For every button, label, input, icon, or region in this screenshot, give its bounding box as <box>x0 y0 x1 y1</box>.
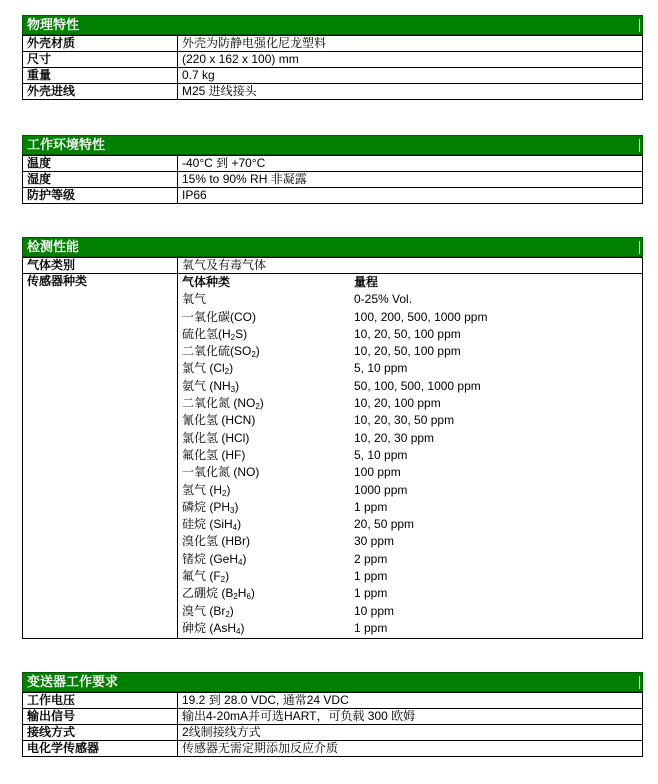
environment-table <box>22 155 643 204</box>
table-row <box>23 258 643 274</box>
row-label: 接线方式 <box>23 725 178 741</box>
table-row <box>23 36 643 52</box>
gas-range: 1000 ppm <box>354 482 408 497</box>
gas-range: 1 ppm <box>354 499 388 514</box>
sensor-row <box>182 464 638 481</box>
sensor-row <box>182 447 638 464</box>
gas-name: 氢气 $(H_2)$ <box>182 482 231 498</box>
table-row <box>23 725 643 741</box>
sensor-grid <box>182 274 638 637</box>
sensor-row <box>182 360 638 377</box>
transmitter-table <box>22 692 643 757</box>
row-label: 工作电压 <box>23 693 178 709</box>
table-row <box>23 156 643 172</box>
gas-range: 5, 10 ppm <box>354 361 408 376</box>
gas-name: 一氧化氮 (NO) <box>182 465 260 480</box>
gas-name: 二氧化氮 $(NO_2)$ <box>182 396 264 412</box>
gas-range: 10, 20, 30, 50 ppm <box>354 413 455 428</box>
sensor-row <box>182 499 638 516</box>
row-value: 氧气及有毒气体 <box>178 258 643 274</box>
table-row <box>23 84 643 100</box>
row-value: (220 x 162 x 100) mm <box>178 52 643 68</box>
row-label: 尺寸 <box>23 52 178 68</box>
gas-name: 溴化氢 (HBr) <box>182 534 250 549</box>
row-value: 15% to 90% RH 非凝露 <box>178 172 643 188</box>
sensor-row <box>182 343 638 360</box>
sensor-row <box>182 603 638 620</box>
row-value: 19.2 到 28.0 VDC, 通常24 VDC <box>178 693 643 709</box>
section-header: 工作环境特性 <box>22 135 643 155</box>
gas-name: 乙硼烷 $(B_2H_6)$ <box>182 586 255 602</box>
row-label: 输出信号 <box>23 709 178 725</box>
gas-range: 100 ppm <box>354 465 401 480</box>
row-label: 外壳进线 <box>23 84 178 100</box>
gas-name: 硅烷 (SiH$_4$) <box>182 517 242 533</box>
gas-range: 0-25% Vol. <box>354 292 413 307</box>
gas-name: 一氧化碳(CO) <box>182 309 256 324</box>
gas-name: 磷烷 $(PH_3)$ <box>182 499 239 515</box>
gas-name: 锗烷 (GeH$_4$) <box>182 551 247 567</box>
range-column-header: 量程 <box>354 275 379 289</box>
sensor-list-cell <box>178 274 643 639</box>
sensor-row <box>182 326 638 343</box>
table-row <box>23 741 643 757</box>
gas-name: 氟气 $(F_2)$ <box>182 569 230 585</box>
sensor-row <box>182 291 638 308</box>
table-row <box>23 274 643 639</box>
sensor-row <box>182 482 638 499</box>
gas-column-header: 气体种类 <box>182 275 231 289</box>
row-label: 重量 <box>23 68 178 84</box>
table-row <box>23 709 643 725</box>
gas-name: 砷烷 (AsH$_4$) <box>182 620 245 636</box>
gas-range: 10, 20, 100 ppm <box>354 396 441 411</box>
sensor-row <box>182 395 638 412</box>
sensor-row <box>182 620 638 637</box>
gas-range: 50, 100, 500, 1000 ppm <box>354 378 481 393</box>
row-label: 传感器种类 <box>23 274 178 639</box>
row-label: 防护等级 <box>23 188 178 204</box>
gas-name: 溴气 $(Br_2)$ <box>182 603 234 619</box>
gas-range: 100, 200, 500, 1000 ppm <box>354 309 488 324</box>
gas-range: 10 ppm <box>354 603 395 618</box>
row-value: 外壳为防静电强化尼龙塑料 <box>178 36 643 52</box>
detection-table <box>22 257 643 639</box>
table-row <box>23 68 643 84</box>
gas-name: 氧气 <box>182 292 207 307</box>
sensor-row <box>182 516 638 533</box>
row-label: 电化学传感器 <box>23 741 178 757</box>
section-header: 物理特性 <box>22 15 643 35</box>
row-value: M25 进线接头 <box>178 84 643 100</box>
section-header: 变送器工作要求 <box>22 672 643 692</box>
gas-name: 氯气 $(Cl_2)$ <box>182 361 234 377</box>
gas-range: 20, 50 ppm <box>354 517 415 532</box>
gas-name: 氨气 $(NH_3)$ <box>182 378 240 394</box>
gas-range: 30 ppm <box>354 534 395 549</box>
detection-section <box>22 237 643 639</box>
row-value: 2线制接线方式 <box>178 725 643 741</box>
gas-name: 氰化氢 (HCN) <box>182 413 256 428</box>
gas-range: 1 ppm <box>354 620 388 635</box>
sensor-row <box>182 585 638 602</box>
row-value: -40°C 到 +70°C <box>178 156 643 172</box>
table-row <box>23 172 643 188</box>
physical-section <box>22 15 643 100</box>
gas-range: 2 ppm <box>354 551 388 566</box>
table-row <box>23 52 643 68</box>
gas-name: 硫化氢$(H_2S)$ <box>182 326 248 342</box>
gas-range: 5, 10 ppm <box>354 447 408 462</box>
sensor-row <box>182 568 638 585</box>
row-value: IP66 <box>178 188 643 204</box>
gas-range: 10, 20, 30 ppm <box>354 430 435 445</box>
gas-range: 1 ppm <box>354 586 388 601</box>
environment-section <box>22 135 643 204</box>
sensor-row <box>182 378 638 395</box>
sensor-row <box>182 412 638 429</box>
table-row <box>23 693 643 709</box>
table-row <box>23 188 643 204</box>
gas-name: 二氧化硫$(SO_2)$ <box>182 344 260 360</box>
sensor-row <box>182 430 638 447</box>
row-value: 传感器无需定期添加反应介质 <box>178 741 643 757</box>
gas-range: 1 ppm <box>354 569 388 584</box>
row-label: 外壳材质 <box>23 36 178 52</box>
section-header: 检测性能 <box>22 237 643 257</box>
row-label: 温度 <box>23 156 178 172</box>
sensor-row <box>182 551 638 568</box>
gas-name: 氯化氢 (HCl) <box>182 430 250 445</box>
gas-range: 10, 20, 50, 100 ppm <box>354 326 461 341</box>
row-label: 气体类别 <box>23 258 178 274</box>
sensor-row <box>182 309 638 326</box>
transmitter-section <box>22 672 643 757</box>
gas-name: 氟化氢 (HF) <box>182 447 246 462</box>
gas-range: 10, 20, 50, 100 ppm <box>354 344 461 359</box>
physical-table <box>22 35 643 100</box>
sensor-header-row <box>182 274 638 291</box>
sensor-row <box>182 533 638 550</box>
row-value: 输出4-20mA并可选HART，可负载 300 欧姆 <box>178 709 643 725</box>
row-value: 0.7 kg <box>178 68 643 84</box>
row-label: 湿度 <box>23 172 178 188</box>
